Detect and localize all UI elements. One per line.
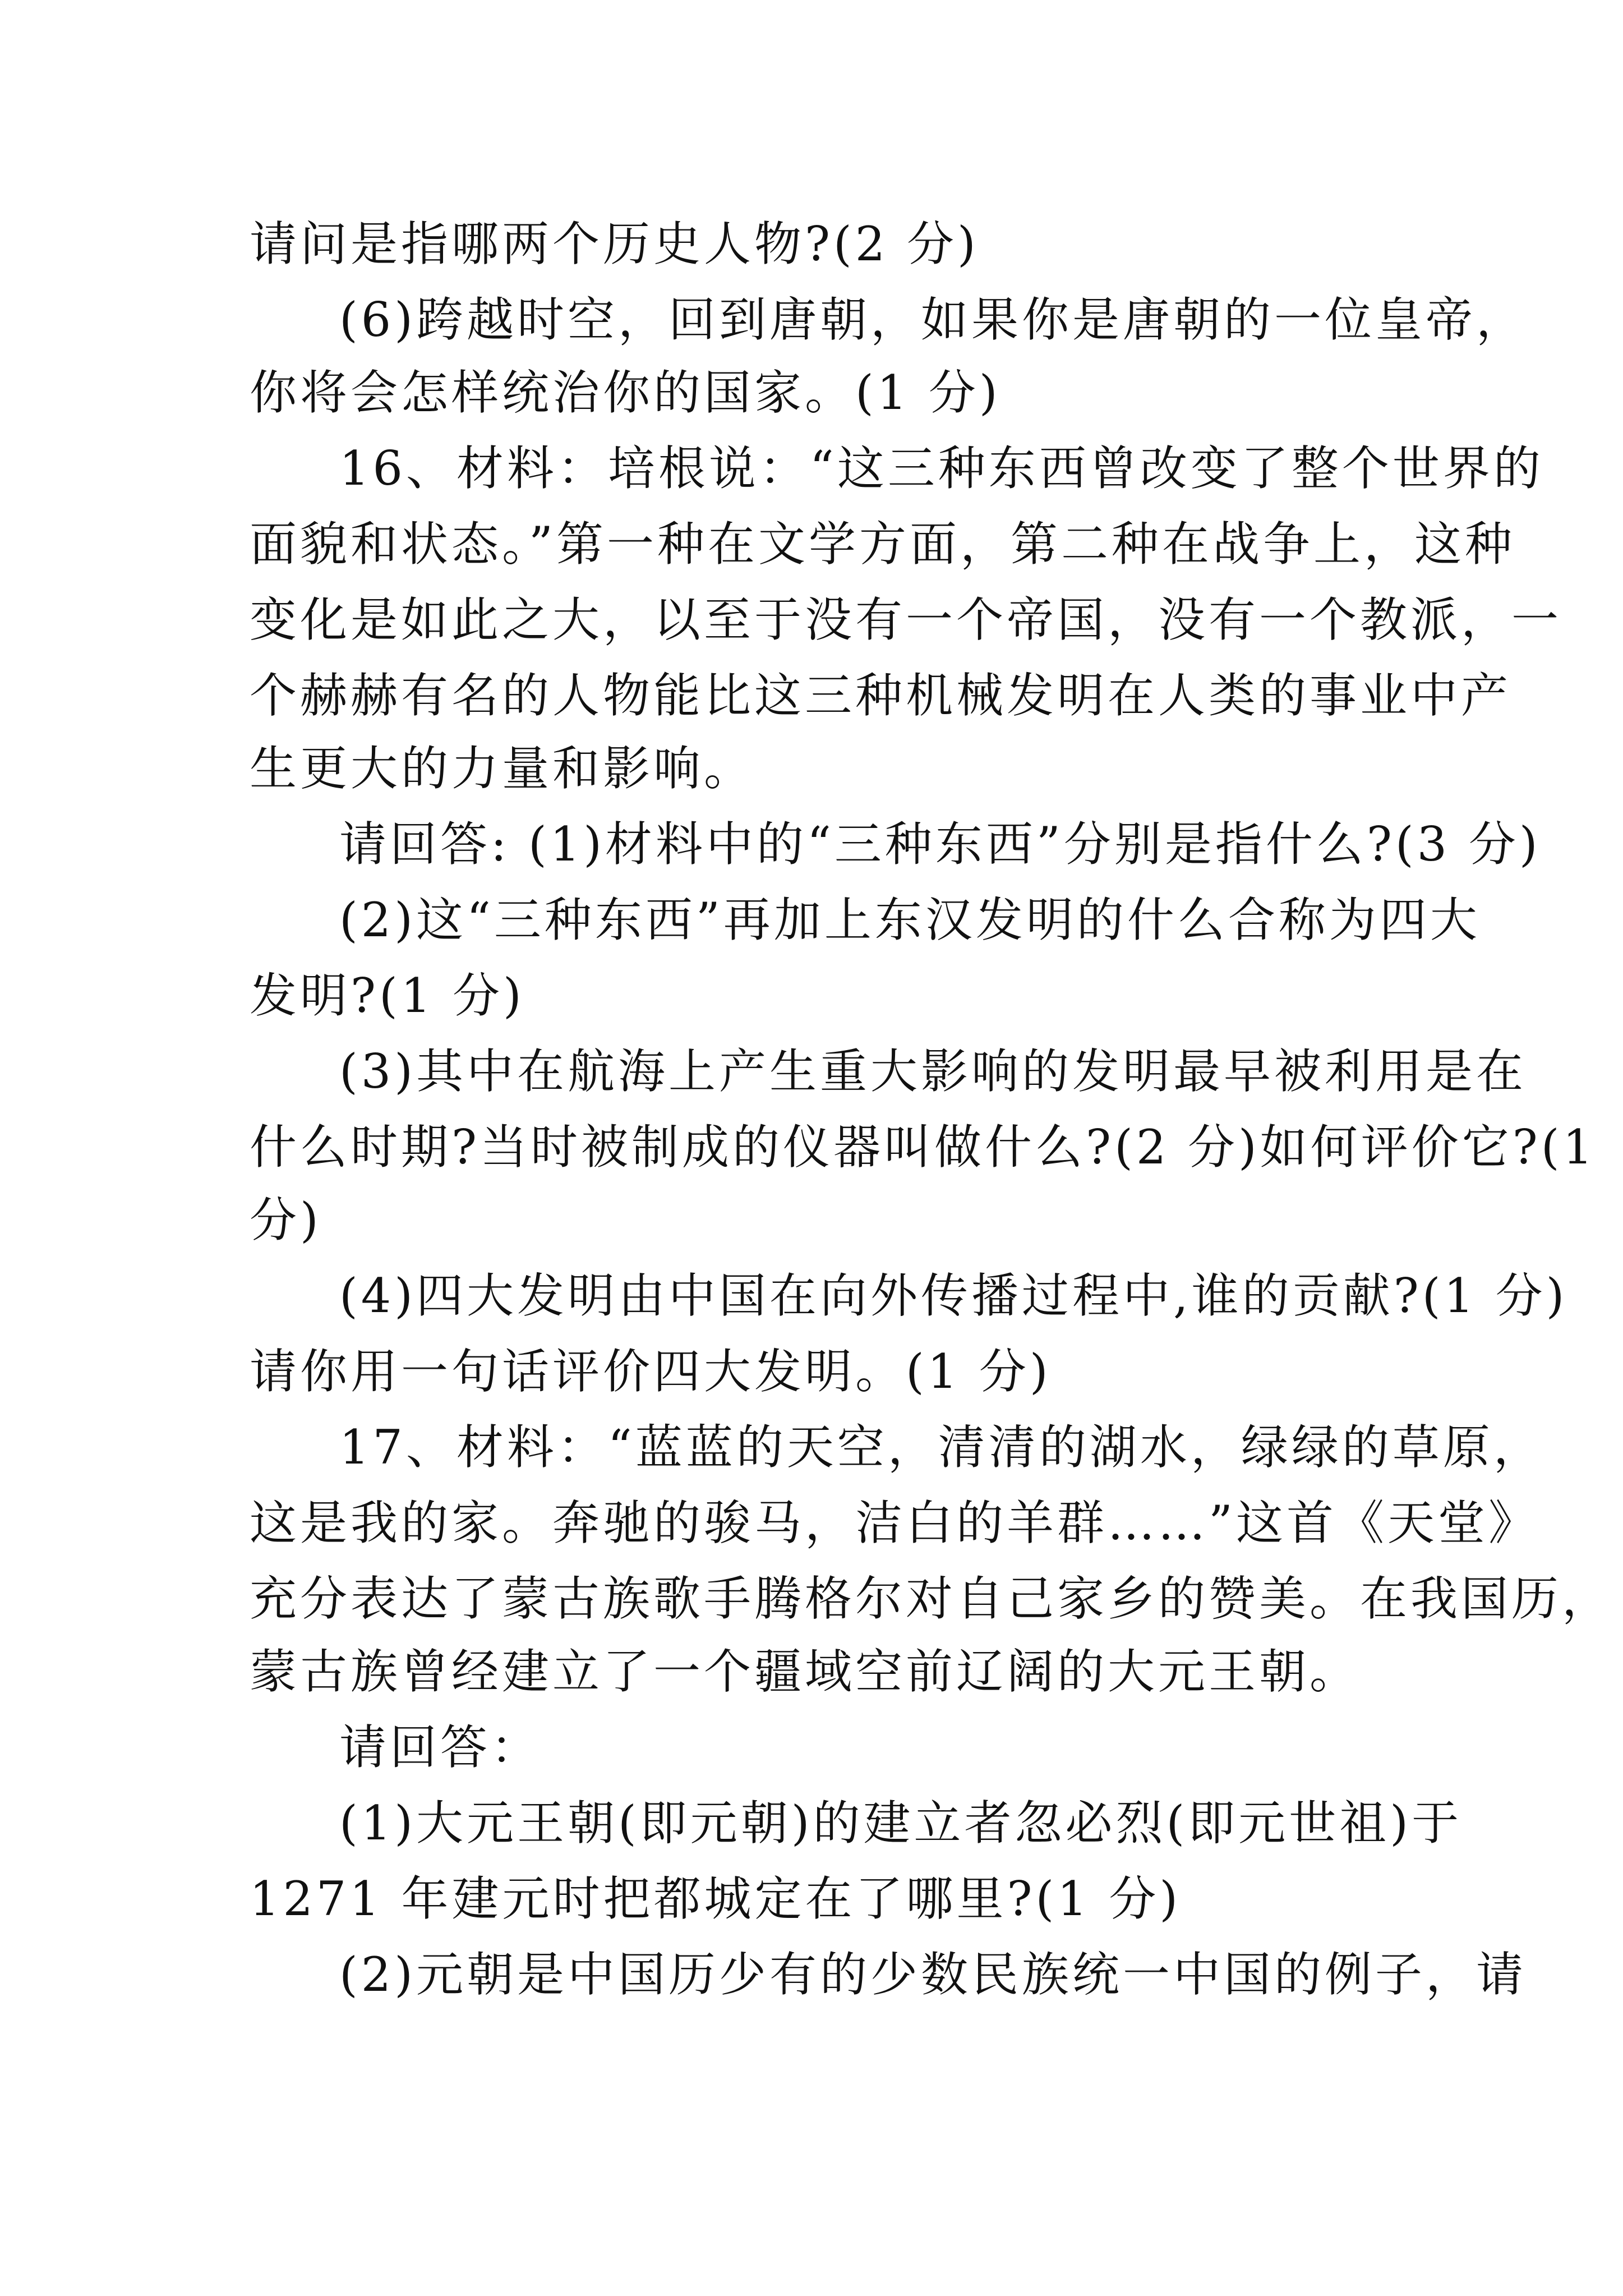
- text-line: 发明?(1 分): [250, 968, 525, 1023]
- text-line: 个赫赫有名的人物能比这三种机械发明在人类的事业中产: [250, 668, 1512, 723]
- text-line: (6)跨越时空，回到唐朝，如果你是唐朝的一位皇帝，: [339, 292, 1527, 347]
- text-line: 这是我的家。奔驰的骏马，洁白的羊群……”这首《天堂》: [250, 1496, 1539, 1550]
- text-line: 变化是如此之大，以至于没有一个帝国，没有一个教派，一: [250, 592, 1562, 647]
- text-line: (2)元朝是中国历少有的少数民族统一中国的例子，请: [339, 1947, 1527, 2002]
- text-line: 请回答：: [339, 1720, 542, 1775]
- text-line: 请你用一句话评价四大发明。(1 分): [250, 1344, 1052, 1399]
- text-line: 请问是指哪两个历史人物?(2 分): [250, 217, 979, 272]
- text-line: (4)四大发明由中国在向外传播过程中,谁的贡献?(1 分): [339, 1268, 1568, 1323]
- text-line: 面貌和状态。”第一种在文学方面，第二种在战争上，这种: [250, 517, 1515, 572]
- text-line: 分): [250, 1193, 322, 1248]
- text-line: 充分表达了蒙古族歌手腾格尔对自己家乡的赞美。在我国历，: [250, 1571, 1613, 1626]
- text-line: 蒙古族曾经建立了一个疆域空前辽阔的大元王朝。: [250, 1644, 1361, 1699]
- text-line: 1271 年建元时把都城定在了哪里?(1 分): [250, 1871, 1182, 1926]
- text-line: (1)大元王朝(即元朝)的建立者忽必烈(即元世祖)于: [339, 1796, 1463, 1851]
- text-line: 16、材料：培根说：“这三种东西曾改变了整个世界的: [339, 441, 1544, 496]
- text-line: 你将会怎样统治你的国家。(1 分): [250, 365, 1001, 420]
- text-line: 请回答: (1)材料中的“三种东西”分别是指什么?(3 分): [339, 817, 1541, 872]
- text-line: 生更大的力量和影响。: [250, 741, 755, 796]
- text-line: 什么时期?当时被制成的仪器叫做什么?(2 分)如何评价它?(1: [250, 1120, 1597, 1175]
- text-line: 17、材料：“蓝蓝的天空，清清的湖水，绿绿的草原，: [339, 1420, 1544, 1475]
- text-line: (3)其中在航海上产生重大影响的发明最早被利用是在: [339, 1044, 1527, 1099]
- text-line: (2)这“三种东西”再加上东汉发明的什么合称为四大: [339, 892, 1481, 947]
